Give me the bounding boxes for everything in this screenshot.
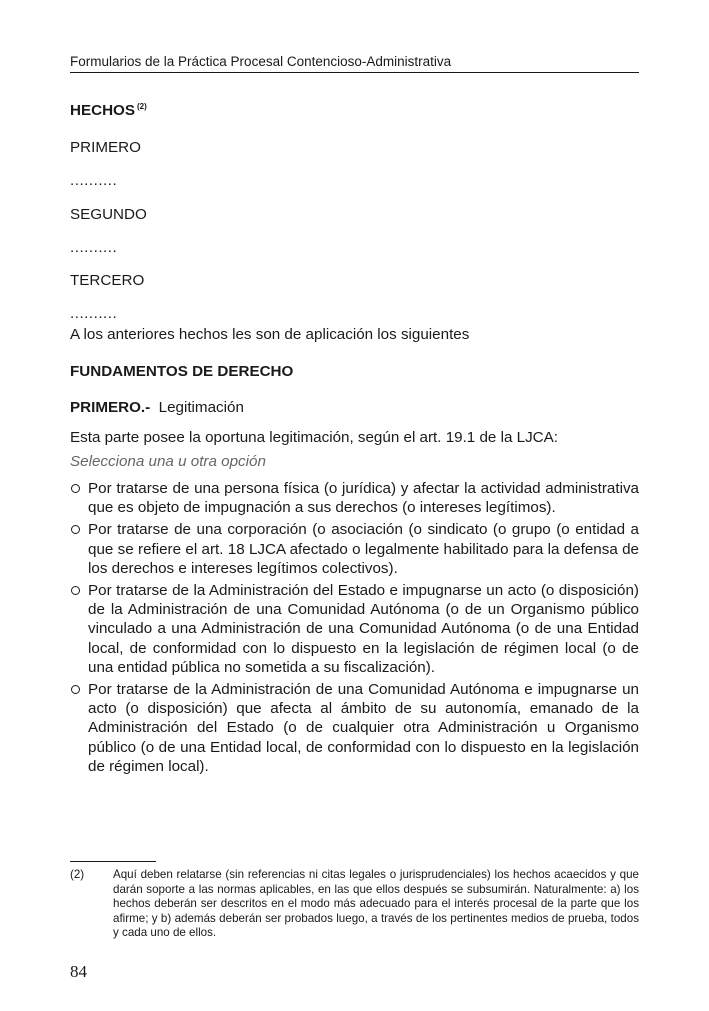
radio-circle-icon[interactable] <box>71 586 80 595</box>
footnote <box>70 868 639 941</box>
radio-circle-icon[interactable] <box>71 525 80 534</box>
footnote-divider <box>70 861 156 862</box>
option-text: Por tratarse de la Administración del Estado e impugnarse un acto (o disposición) de la Administración de una Comunidad Autónoma (o de un Organismo público vinculado a una Administración de una Comunidad Autónoma (o de una Entidad local, de conformidad con lo dispuesto en la legislación de régimen local (o de una entidad pública no sometida a su fiscalización). <box>88 582 639 676</box>
fundamento-primero-label: PRIMERO.- <box>70 399 151 416</box>
legitimation-option[interactable] <box>70 479 639 517</box>
hecho-segundo-dots: .......... <box>70 239 118 256</box>
hecho-tercero-dots: .......... <box>70 305 118 322</box>
footnote-text: Aquí deben relatarse (sin referencias ni citas legales o jurisprudenciales) los hechos acaecidos y que darán soporte a las normas aplicables, en las que ellos después se subsumirán. Naturalmente: a) los hechos deberán ser descritos en el modo más adecuado para el interés procesal de la parte que los afirme; y b) además deberán ser probados luego, a través de los pertinentes medios de prueba, todos y cada uno de ellos. <box>113 868 639 940</box>
fundamentos-heading: FUNDAMENTOS DE DERECHO <box>70 363 294 380</box>
fundamento-primero <box>70 399 244 416</box>
option-text: Por tratarse de la Administración de una Comunidad Autónoma e impugnarse un acto (o disposición) que afecta al ámbito de su autonomía, emanado de la Administración del Estado (o de cualquier otra Administración u Organismo público (o de una Entidad local, de conformidad con lo dispuesto en la legislación de régimen local). <box>88 681 639 775</box>
hecho-primero-label: PRIMERO <box>70 139 141 156</box>
running-header: Formularios de la Práctica Procesal Contencioso-Administrativa <box>70 54 639 73</box>
legitimation-option[interactable] <box>70 680 639 776</box>
radio-circle-icon[interactable] <box>71 484 80 493</box>
page-number: 84 <box>70 962 87 981</box>
option-text: Por tratarse de una persona física (o jurídica) y afectar la actividad administrativa que es objeto de impugnación a sus derechos (o intereses legítimos). <box>88 480 639 517</box>
footnote-number: (2) <box>70 868 85 881</box>
fundamento-intro: Esta parte posee la oportuna legitimación, según el art. 19.1 de la LJCA: <box>70 429 558 446</box>
radio-circle-icon[interactable] <box>71 685 80 694</box>
option-text: Por tratarse de una corporación (o asociación (o sindicato (o grupo (o entidad a que se refiere el art. 18 LJCA afectado o legalmente habilitado para la defensa de los derechos e intereses legítimos colectivos). <box>88 521 639 577</box>
footnote-ref: (2) <box>136 102 147 111</box>
selection-hint: Selecciona una u otra opción <box>70 453 266 470</box>
hechos-heading <box>70 102 147 119</box>
legitimation-options <box>70 479 639 779</box>
fundamento-primero-title: Legitimación <box>158 399 244 416</box>
legitimation-option[interactable] <box>70 581 639 677</box>
legitimation-option[interactable] <box>70 520 639 578</box>
hechos-title: HECHOS <box>70 102 135 119</box>
hecho-tercero-label: TERCERO <box>70 272 145 289</box>
hechos-closing: A los anteriores hechos les son de aplicación los siguientes <box>70 326 470 343</box>
hecho-segundo-label: SEGUNDO <box>70 206 147 223</box>
hecho-primero-dots: .......... <box>70 172 118 189</box>
